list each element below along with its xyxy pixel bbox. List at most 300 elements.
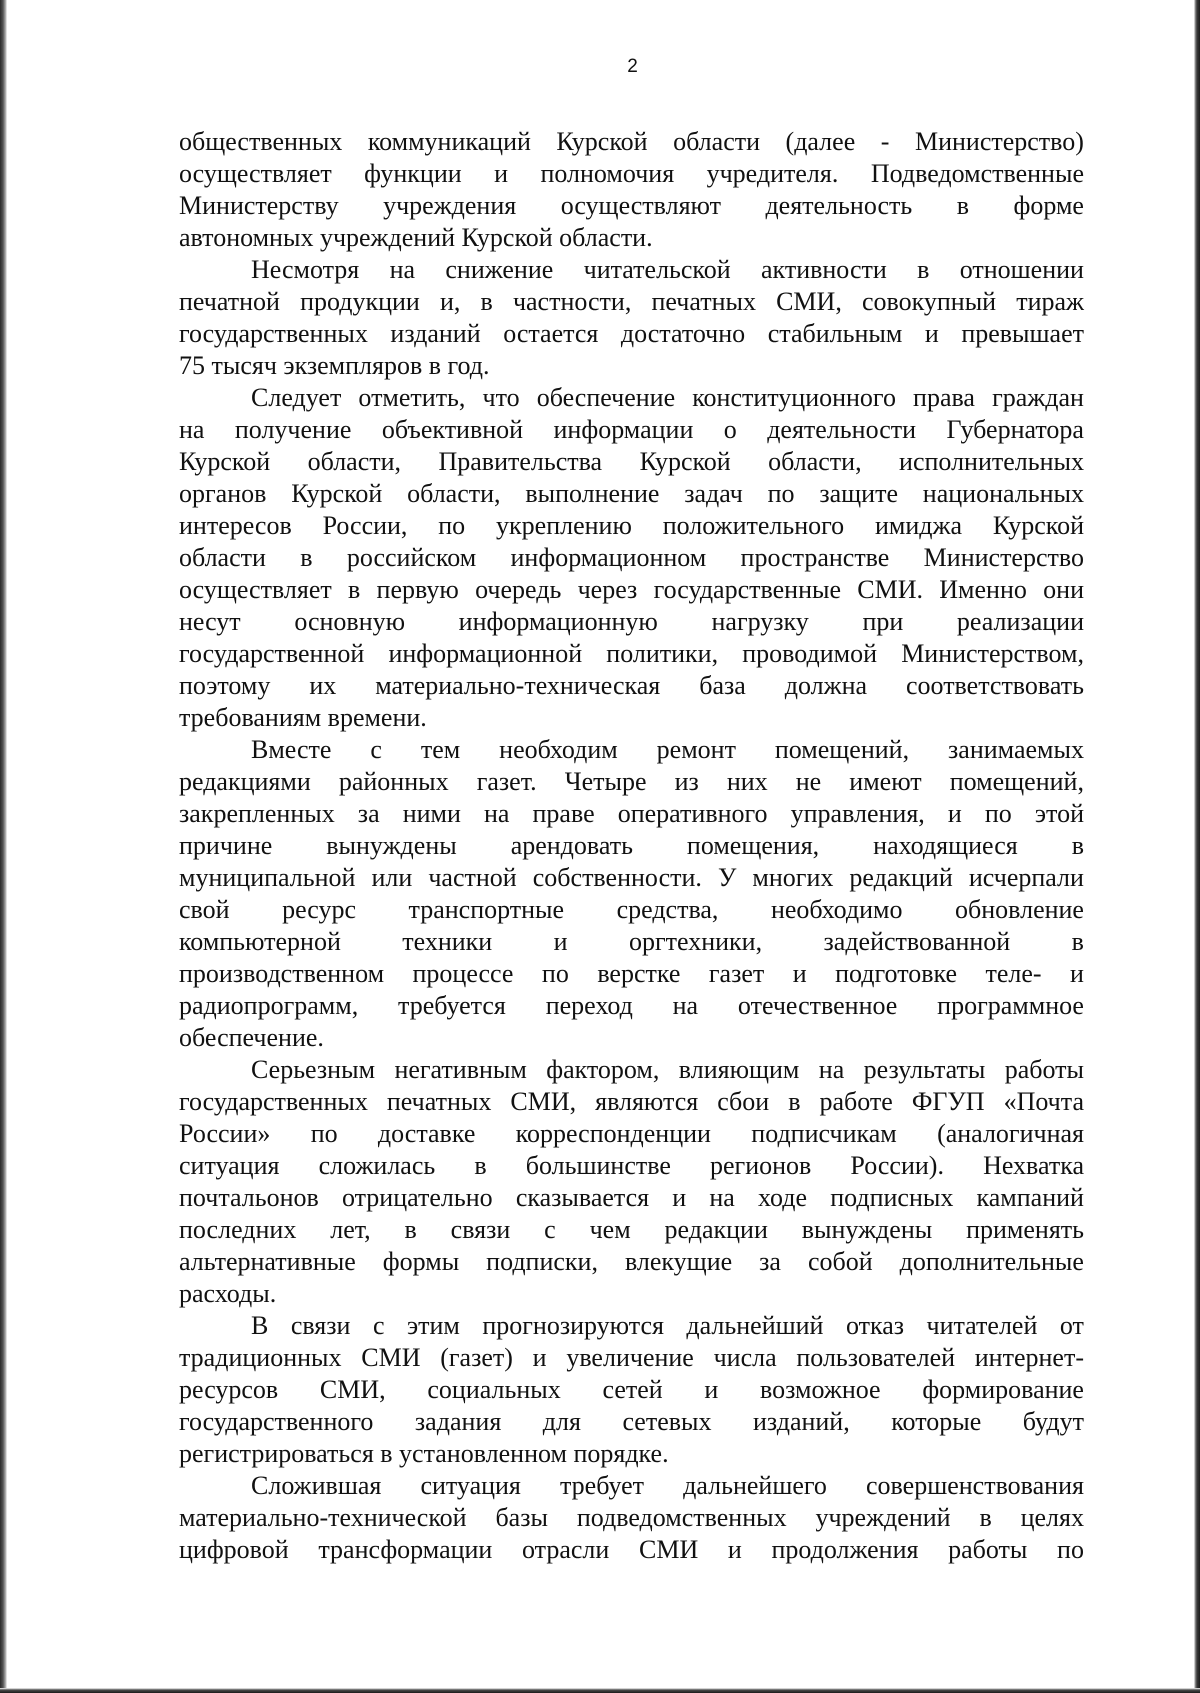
- word: России,: [322, 511, 408, 540]
- word: отрасли: [522, 1535, 610, 1564]
- text-line: [179, 670, 1084, 702]
- text-line: [179, 1118, 1084, 1150]
- word: Курской: [992, 511, 1084, 540]
- word: работы: [948, 1535, 1028, 1564]
- word: задействованной: [823, 927, 1011, 956]
- word: при: [862, 607, 904, 636]
- word: и,: [439, 287, 461, 316]
- text-line: [179, 958, 1084, 990]
- word: и: [532, 1343, 547, 1372]
- word: ФГУП: [911, 1087, 985, 1116]
- word: управления,: [790, 799, 925, 828]
- word: права: [913, 383, 975, 412]
- word: работе: [819, 1087, 893, 1116]
- word: Министерством,: [901, 639, 1084, 668]
- text-line: автономных учреждений Курской области.: [179, 223, 653, 252]
- word: компьютерной: [179, 927, 341, 956]
- word: (газет): [440, 1343, 513, 1372]
- word: конституционного: [692, 383, 896, 412]
- word: доставке: [377, 1119, 476, 1148]
- word: собственности.: [532, 863, 702, 892]
- word: вынуждены: [326, 831, 457, 860]
- word: за: [357, 799, 380, 828]
- word: возможное: [760, 1375, 881, 1404]
- word: материально-технической: [179, 1503, 467, 1532]
- word: и: [947, 799, 962, 828]
- word: корреспонденции: [515, 1119, 711, 1148]
- word: (аналогичная: [937, 1119, 1084, 1148]
- paragraph: [179, 734, 1084, 1054]
- word: программное: [937, 991, 1084, 1020]
- word: от: [1059, 1311, 1084, 1340]
- text-line: [179, 1182, 1084, 1214]
- word: защите: [819, 479, 898, 508]
- paragraph: [179, 1054, 1084, 1310]
- word: помещений,: [774, 735, 910, 764]
- word: о: [723, 415, 737, 444]
- word: праве: [532, 799, 595, 828]
- word: -: [880, 127, 890, 156]
- word: интернет-: [974, 1343, 1084, 1372]
- word: свой: [179, 895, 230, 924]
- word: государственных: [179, 319, 368, 348]
- text-line: [179, 926, 1084, 958]
- word: активности: [761, 255, 887, 284]
- word: области,: [768, 447, 862, 476]
- word: дополнительные: [899, 1247, 1084, 1276]
- word: прогнозируются: [482, 1311, 664, 1340]
- text-line: [179, 1054, 1084, 1086]
- word: по: [767, 479, 795, 508]
- word: информационную: [458, 607, 658, 636]
- word: СМИ,: [319, 1375, 386, 1404]
- text-line: [179, 414, 1084, 446]
- word: области: [179, 543, 266, 572]
- word: в: [956, 191, 970, 220]
- word: находящиеся: [873, 831, 1018, 860]
- word: первую: [376, 575, 459, 604]
- word: совокупный: [861, 287, 997, 316]
- word: органов: [179, 479, 267, 508]
- paragraph: [179, 126, 1084, 254]
- word: совершенствования: [866, 1471, 1084, 1500]
- text-line: [179, 638, 1084, 670]
- word: дальнейшего: [683, 1471, 827, 1500]
- word: пространстве: [740, 543, 890, 572]
- word: СМИ,: [776, 287, 842, 316]
- word: фактором,: [546, 1055, 660, 1084]
- text-line: [179, 254, 1084, 286]
- word: ресурс: [282, 895, 357, 924]
- word: и: [792, 959, 807, 988]
- word: ситуация: [420, 1471, 521, 1500]
- word: или: [371, 863, 413, 892]
- word: информации: [553, 415, 694, 444]
- word: частности,: [512, 287, 632, 316]
- word: и: [727, 1535, 742, 1564]
- word: и: [672, 1183, 687, 1212]
- word: многих: [752, 863, 834, 892]
- word: ними: [402, 799, 461, 828]
- text-line: требованиям времени.: [179, 703, 427, 732]
- word: базы: [495, 1503, 548, 1532]
- word: оперативного: [617, 799, 768, 828]
- word: достаточно: [620, 319, 746, 348]
- word: газет: [708, 959, 765, 988]
- word: на: [389, 255, 416, 284]
- word: по: [310, 1119, 338, 1148]
- word: осуществляет: [179, 159, 332, 188]
- word: в: [917, 255, 930, 284]
- word: области: [673, 127, 761, 156]
- word: объективной: [381, 415, 524, 444]
- word: и: [704, 1375, 719, 1404]
- word: имеют: [849, 767, 922, 796]
- word: верстке: [597, 959, 681, 988]
- text-line: [179, 1246, 1084, 1278]
- paragraph: [179, 382, 1084, 734]
- word: кампаний: [976, 1183, 1084, 1212]
- text-line: расходы.: [179, 1279, 277, 1308]
- word: теле-: [985, 959, 1042, 988]
- word: оргтехники,: [628, 927, 763, 956]
- word: в: [979, 1503, 992, 1532]
- text-line: [179, 1150, 1084, 1182]
- word: база: [699, 671, 746, 700]
- word: области,: [407, 479, 501, 508]
- word: стабильным: [767, 319, 903, 348]
- word: Министерству: [179, 191, 339, 220]
- word: изданий,: [753, 1407, 850, 1436]
- word: сетей: [602, 1375, 663, 1404]
- word: которые: [891, 1407, 982, 1436]
- word: них: [726, 767, 768, 796]
- word: не: [795, 767, 822, 796]
- word: У: [717, 863, 737, 892]
- word: сложилась: [318, 1151, 436, 1180]
- word: Вместе: [251, 735, 332, 764]
- word: цифровой: [179, 1535, 289, 1564]
- word: чем: [589, 1215, 631, 1244]
- word: увеличение: [566, 1343, 694, 1372]
- word: в: [404, 1215, 417, 1244]
- word: по: [438, 511, 466, 540]
- word: подготовке: [835, 959, 958, 988]
- word: «Почта: [1003, 1087, 1084, 1116]
- word: с: [372, 1311, 385, 1340]
- text-line: [179, 862, 1084, 894]
- word: государственного: [179, 1407, 374, 1436]
- word: изданий: [390, 319, 481, 348]
- word: России»: [179, 1119, 271, 1148]
- word: несут: [179, 607, 241, 636]
- word: информационной: [388, 639, 583, 668]
- word: государственные: [653, 575, 841, 604]
- word: помещений,: [949, 767, 1084, 796]
- word: учредителя.: [706, 159, 839, 188]
- text-line: [179, 542, 1084, 574]
- word: подведомственных: [576, 1503, 787, 1532]
- word: почтальонов: [179, 1183, 319, 1212]
- word: информационном: [510, 543, 707, 572]
- word: в: [1071, 831, 1084, 860]
- word: помещения,: [686, 831, 820, 860]
- word: Четыре: [564, 767, 647, 796]
- word: печатных: [651, 287, 756, 316]
- word: Министерство): [914, 127, 1084, 156]
- word: последних: [179, 1215, 297, 1244]
- word: тем: [420, 735, 461, 764]
- word: получение: [234, 415, 352, 444]
- word: необходим: [499, 735, 618, 764]
- word: что: [482, 383, 520, 412]
- word: СМИ.: [857, 575, 924, 604]
- word: с: [370, 735, 382, 764]
- word: процессе: [412, 959, 514, 988]
- word: социальных: [427, 1375, 561, 1404]
- text-line: [179, 478, 1084, 510]
- text-line: [179, 1374, 1084, 1406]
- word: ресурсов: [179, 1375, 279, 1404]
- word: применять: [966, 1215, 1084, 1244]
- word: коммуникаций: [367, 127, 531, 156]
- text-line: [179, 446, 1084, 478]
- word: в: [474, 1151, 487, 1180]
- word: на: [483, 799, 510, 828]
- word: техники: [402, 927, 493, 956]
- word: для: [542, 1407, 581, 1436]
- word: снижение: [445, 255, 554, 284]
- word: исполнительных: [899, 447, 1084, 476]
- word: интересов: [179, 511, 292, 540]
- word: альтернативные: [179, 1247, 356, 1276]
- word: осуществляет: [179, 575, 332, 604]
- word: России).: [850, 1151, 944, 1180]
- word: Правительства: [438, 447, 603, 476]
- word: требует: [560, 1471, 645, 1500]
- word: редакции: [664, 1215, 768, 1244]
- word: превышает: [961, 319, 1084, 348]
- word: задания: [414, 1407, 502, 1436]
- word: на: [179, 415, 205, 444]
- word: на: [709, 1183, 735, 1212]
- word: учреждений: [815, 1503, 951, 1532]
- word: ситуация: [179, 1151, 280, 1180]
- word: в: [1071, 927, 1084, 956]
- word: переход: [545, 991, 633, 1020]
- text-line: [179, 1214, 1084, 1246]
- word: подписных: [830, 1183, 954, 1212]
- word: продолжения: [771, 1535, 919, 1564]
- text-line: [179, 1534, 1084, 1566]
- text-line: [179, 1470, 1084, 1502]
- word: печатных: [386, 1087, 492, 1116]
- word: по: [541, 959, 569, 988]
- text-line: [179, 158, 1084, 190]
- text-line: [179, 318, 1084, 350]
- word: трансформации: [318, 1535, 493, 1564]
- word: формы: [382, 1247, 460, 1276]
- word: государственной: [179, 639, 365, 668]
- word: Сложившая: [251, 1471, 382, 1500]
- word: отметить,: [358, 383, 466, 412]
- word: обновление: [955, 895, 1084, 924]
- word: по: [984, 799, 1012, 828]
- paragraph: [179, 1310, 1084, 1470]
- word: имиджа: [874, 511, 962, 540]
- word: СМИ: [638, 1535, 699, 1564]
- text-line: [179, 1406, 1084, 1438]
- word: радиопрограмм,: [179, 991, 359, 1020]
- word: на: [818, 1055, 845, 1084]
- word: поэтому: [179, 671, 271, 700]
- text-line: [179, 606, 1084, 638]
- text-line: [179, 1310, 1084, 1342]
- word: и: [924, 319, 939, 348]
- word: учреждения: [383, 191, 517, 220]
- word: печатной: [179, 287, 280, 316]
- word: СМИ: [361, 1343, 421, 1372]
- word: в: [480, 287, 493, 316]
- text-line: [179, 286, 1084, 318]
- text-line: [179, 1502, 1084, 1534]
- word: и: [553, 927, 568, 956]
- word: из: [674, 767, 699, 796]
- word: материально-техническая: [375, 671, 661, 700]
- text-line: [179, 1342, 1084, 1374]
- word: отношении: [959, 255, 1084, 284]
- word: тираж: [1016, 287, 1084, 316]
- word: в: [348, 575, 361, 604]
- word: читателей: [926, 1311, 1038, 1340]
- text-line: 75 тысяч экземпляров в год.: [179, 351, 490, 380]
- word: подписчикам: [751, 1119, 897, 1148]
- word: продукции: [300, 287, 420, 316]
- word: обеспечение: [536, 383, 676, 412]
- text-line: [179, 1086, 1084, 1118]
- word: национальных: [922, 479, 1084, 508]
- word: этим: [406, 1311, 460, 1340]
- text-line: [179, 766, 1084, 798]
- text-line: [179, 734, 1084, 766]
- word: области,: [307, 447, 402, 476]
- word: отечественное: [737, 991, 898, 1020]
- word: Курской: [556, 127, 648, 156]
- word: числа: [713, 1343, 777, 1372]
- word: причине: [179, 831, 273, 860]
- word: с: [544, 1215, 556, 1244]
- word: нагрузку: [711, 607, 809, 636]
- word: их: [309, 671, 337, 700]
- text-line: регистрироваться в установленном порядке.: [179, 1439, 669, 1468]
- word: исчерпали: [968, 863, 1084, 892]
- word: в: [788, 1087, 801, 1116]
- word: закрепленных: [179, 799, 335, 828]
- word: форме: [1013, 191, 1084, 220]
- page-number: 2: [627, 56, 638, 77]
- word: через: [577, 575, 638, 604]
- word: политики,: [606, 639, 719, 668]
- word: собой: [807, 1247, 873, 1276]
- word: они: [1043, 575, 1084, 604]
- text-line: [179, 798, 1084, 830]
- scan-edge-bottom: [0, 1688, 1200, 1693]
- word: реализации: [956, 607, 1084, 636]
- word: лет,: [330, 1215, 371, 1244]
- word: государственных: [179, 1087, 368, 1116]
- word: ходе: [757, 1183, 808, 1212]
- word: занимаемых: [948, 735, 1084, 764]
- word: вынуждены: [801, 1215, 933, 1244]
- word: необходимо: [770, 895, 903, 924]
- text-line: [179, 510, 1084, 542]
- word: пользователей: [796, 1343, 956, 1372]
- word: должна: [784, 671, 868, 700]
- word: основную: [294, 607, 406, 636]
- word: и: [494, 159, 509, 188]
- word: (далее: [785, 127, 856, 156]
- word: остается: [503, 319, 599, 348]
- word: осуществляют: [560, 191, 721, 220]
- scan-edge-left: [0, 0, 7, 1693]
- word: результаты: [863, 1055, 986, 1084]
- word: очередь: [475, 575, 562, 604]
- word: читательской: [583, 255, 731, 284]
- word: муниципальной: [179, 863, 356, 892]
- word: по: [1057, 1535, 1084, 1564]
- text-line: [179, 190, 1084, 222]
- word: Подведомственные: [870, 159, 1084, 188]
- word: деятельности: [767, 415, 917, 444]
- word: районных: [338, 767, 449, 796]
- word: ремонт: [656, 735, 736, 764]
- word: СМИ,: [510, 1087, 577, 1116]
- word: сбои: [717, 1087, 770, 1116]
- word: Курской: [639, 447, 731, 476]
- word: функции: [364, 159, 462, 188]
- word: большинстве: [525, 1151, 671, 1180]
- word: будут: [1022, 1407, 1084, 1436]
- word: на: [672, 991, 699, 1020]
- word: деятельность: [765, 191, 913, 220]
- scan-edge-right: [1194, 0, 1200, 1693]
- word: подписки,: [486, 1247, 598, 1276]
- paragraph: [179, 1470, 1084, 1566]
- word: Курской: [291, 479, 383, 508]
- word: соответствовать: [906, 671, 1084, 700]
- word: формирование: [922, 1375, 1084, 1404]
- word: газет.: [476, 767, 537, 796]
- paragraph: [179, 254, 1084, 382]
- text-line: [179, 990, 1084, 1022]
- word: за: [759, 1247, 781, 1276]
- word: редакций: [849, 863, 953, 892]
- word: граждан: [992, 383, 1084, 412]
- word: Курской: [179, 447, 271, 476]
- text-line: [179, 382, 1084, 414]
- text-line: [179, 574, 1084, 606]
- document-body: [179, 126, 1084, 1566]
- text-line: обеспечение.: [179, 1023, 324, 1052]
- word: укреплению: [496, 511, 632, 540]
- word: требуется: [398, 991, 506, 1020]
- word: проводимой: [742, 639, 878, 668]
- word: связи: [450, 1215, 511, 1244]
- word: отказ: [845, 1311, 905, 1340]
- word: задач: [684, 479, 743, 508]
- word: частной: [428, 863, 517, 892]
- word: сетевых: [622, 1407, 712, 1436]
